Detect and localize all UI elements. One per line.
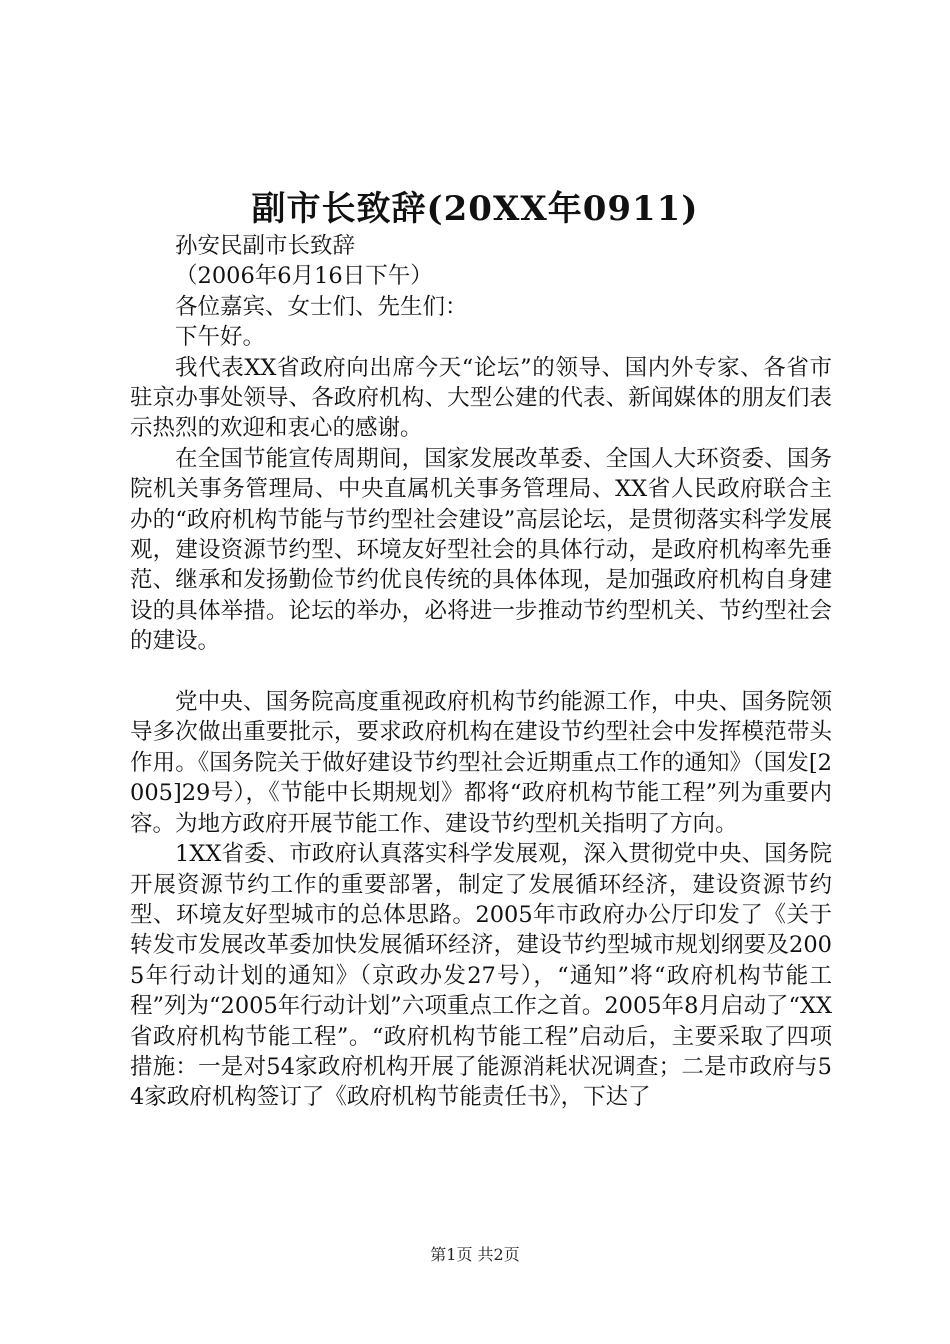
paragraph-provincial-measures: 1XX省委、市政府认真落实科学发展观，深入贯彻党中央、国务院开展资源节约工作的重要部署，制定了发展循环经济，建设资源节约型、环境友好型城市的总体思路。2005年市政府办公厅印发了《关于转发市发展改革委加快发展循环经济，建设节约型城市规划纲要及2005年行动计划的通知》（京政办发27号），“通知”将“政府机构节能工程”列为“2005年行动计划”六项重点工作之首。2005年8月启动了“XX省政府机构节能工程”。“政府机构节能工程”启动后，主要采取了四项措施：一是对54家政府机构开展了能源消耗状况调查；二是市政府与54家政府机构签订了《政府机构节能责任书》，下达了 (130, 841, 832, 1111)
speaker-line: 孙安民副市长致辞 (175, 233, 356, 259)
document-body (130, 231, 832, 1113)
paragraph-welcome: 我代表XX省政府向出席今天“论坛”的领导、国内外专家、各省市驻京办事处领导、各政府机构、大型公建的代表、新闻媒体的朋友们表示热烈的欢迎和衷心的感谢。 (130, 354, 832, 442)
date-line: （2006年6月16日下午） (175, 263, 433, 290)
paragraph-forum: 在全国节能宣传周期间，国家发展改革委、全国人大环资委、国务院机关事务管理局、中央直属机关事务管理局、XX省人民政府联合主办的“政府机构节能与节约型社会建设”高层论坛，是贯彻落实科学发展观，建设资源节约型、环境友好型社会的具体行动，是政府机构率先垂范、继承和发扬勤俭节约优良传统的具体体现，是加强政府机构自身建设的具体举措。论坛的举办，必将进一步推动节约型机关、节约型社会的建设。 (130, 445, 832, 655)
salutation: 各位嘉宾、女士们、先生们： (175, 293, 468, 320)
page-footer: 第1页 共2页 (430, 1245, 520, 1264)
document-title: 副市长致辞(20XX年0911) (251, 189, 699, 229)
paragraph-central-policy: 党中央、国务院高度重视政府机构节约能源工作，中央、国务院领导多次做出重要批示，要求政府机构在建设节约型社会中发挥模范带头作用。《国务院关于做好建设节约型社会近期重点工作的通知》（国发[2005]29号），《节能中长期规划》都将“政府机构节能工程”列为重要内容。为地方政府开展节能工作、建设节约型机关指明了方向。 (130, 689, 832, 837)
greeting: 下午好。 (175, 324, 266, 351)
